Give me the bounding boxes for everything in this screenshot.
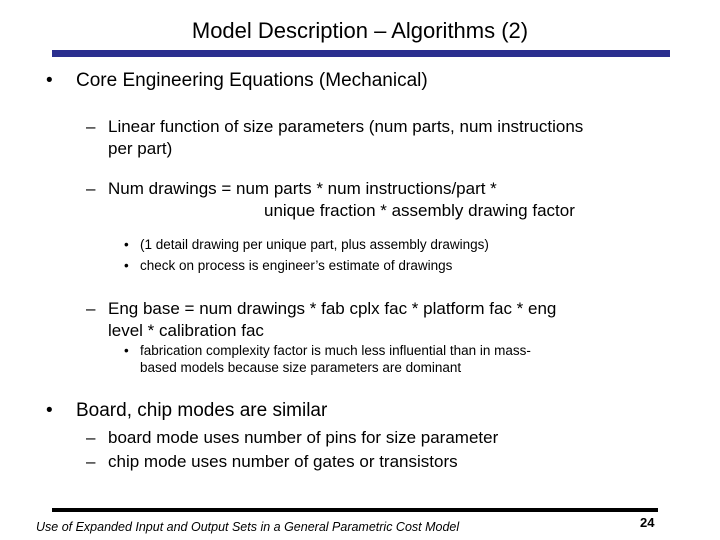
dash-marker: – (86, 179, 96, 198)
subitem-line-2: per part) (108, 139, 173, 158)
note-marker: • (124, 237, 129, 252)
bullet-marker: • (46, 400, 53, 421)
note-fabrication-complexity (124, 342, 531, 376)
page-number: 24 (640, 515, 655, 530)
bullet-board-chip-modes (46, 400, 327, 422)
note-text: check on process is engineer’s estimate of drawings (140, 258, 453, 273)
subitem-line-1: Eng base = num drawings * fab cplx fac * platform fac * eng (108, 299, 557, 318)
subitem-eng-base (86, 298, 556, 342)
slide-title: Model Description – Algorithms (2) (191, 18, 529, 43)
subitem-line-2: level * calibration fac (108, 321, 264, 340)
bullet-text: Core Engineering Equations (Mechanical) (76, 70, 428, 91)
footer-text: Use of Expanded Input and Output Sets in a General Parametric Cost Model (36, 520, 460, 534)
subitem-line-1: Num drawings = num parts * num instructions/part * (108, 179, 497, 198)
bullet-core-engineering (46, 70, 428, 92)
dash-marker: – (86, 452, 96, 471)
subitem-line-1: board mode uses number of pins for size parameter (108, 428, 499, 447)
subitem-line-1: Linear function of size parameters (num parts, num instructions (108, 117, 584, 136)
subitem-line-1: chip mode uses number of gates or transistors (108, 452, 458, 471)
note-text: (1 detail drawing per unique part, plus assembly drawings) (140, 237, 489, 252)
dash-marker: – (86, 299, 96, 318)
note-line-2: based models because size parameters are dominant (140, 360, 462, 375)
bullet-text: Board, chip modes are similar (76, 400, 328, 421)
dash-marker: – (86, 428, 96, 447)
subitem-board-mode (86, 427, 498, 449)
note-check-process (124, 257, 452, 274)
bullet-marker: • (46, 70, 53, 91)
title-underline (52, 50, 670, 57)
subitem-num-drawings-cont: unique fraction * assembly drawing factor (264, 201, 575, 220)
dash-marker: – (86, 117, 96, 136)
subitem-chip-mode (86, 451, 458, 473)
subitem-num-drawings (86, 178, 497, 200)
footer-rule (52, 508, 658, 512)
note-detail-drawing (124, 236, 489, 253)
note-marker: • (124, 343, 129, 358)
note-line-1: fabrication complexity factor is much less influential than in mass- (140, 343, 531, 358)
note-marker: • (124, 258, 129, 273)
subitem-linear-function (86, 116, 583, 160)
